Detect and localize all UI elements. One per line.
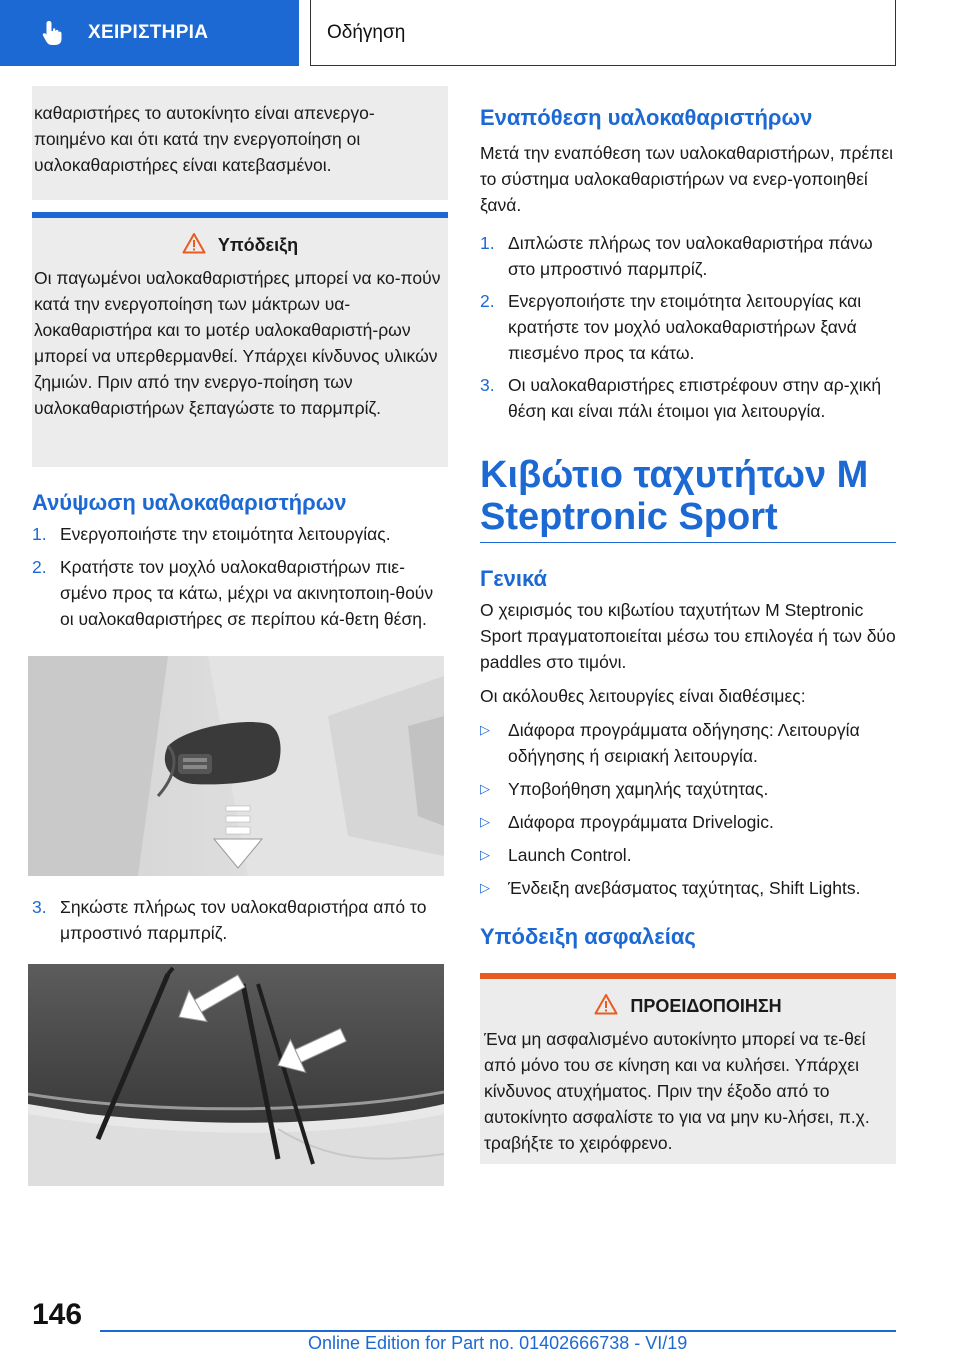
lower-steps	[480, 230, 896, 424]
notice-body: Οι παγωμένοι υαλοκαθαριστήρες μπορεί να κο-πούν κατά την ενεργοποίηση των μάκτρων υα-λοκαθαριστήρα και το μοτέρ υαλοκαθαριστή-ρων μπορεί να υπερθερμανθεί. Υπάρχει κίνδυνος υλικών ζημιών. Πριν από την ενεργο-ποίηση των υαλοκαθαριστήρων ξεπαγώστε το παρμπρίζ.	[34, 268, 441, 418]
step-number: 1.	[480, 233, 495, 253]
bullet-arrow-icon: ▷	[480, 814, 490, 829]
subsection-title: Οδήγηση	[327, 21, 406, 43]
notice-header	[32, 232, 448, 259]
general-heading: Γενικά	[480, 566, 548, 591]
warning-triangle-icon	[594, 993, 618, 1020]
list-item	[480, 288, 896, 366]
list-item	[480, 809, 896, 835]
feature-text: Launch Control.	[508, 845, 632, 865]
list-item	[480, 372, 896, 424]
raise-heading: Ανύψωση υαλοκαθαριστήρων	[32, 490, 347, 515]
wiper-lever-illustration	[28, 656, 444, 876]
edition-link[interactable]: Online Edition for Part no. 01402666738 - VI/19	[308, 1333, 688, 1353]
subsection-bar	[310, 0, 896, 66]
step-text: Διπλώστε πλήρως τον υαλοκαθαριστήρα πάνω στο μπροστινό παρμπρίζ.	[508, 233, 873, 279]
page-header	[0, 0, 960, 66]
section-title: ΧΕΙΡΙΣΤΗΡΙΑ	[88, 22, 209, 43]
warning-title: ΠΡΟΕΙΔΟΠΟΙΗΣΗ	[630, 996, 782, 1016]
general-paragraph-2: Οι ακόλουθες λειτουργίες είναι διαθέσιμες:	[480, 686, 806, 706]
step-number: 2.	[480, 291, 495, 311]
warning-box	[480, 973, 896, 1164]
list-item	[480, 230, 896, 282]
page-number: 146	[32, 1298, 83, 1331]
intro-text: καθαριστήρες το αυτοκίνητο είναι απενεργο-ποιημένο και ότι κατά την ενεργοποίηση οι υαλοκαθαριστήρες είναι κατεβασμένοι.	[34, 103, 375, 175]
right-column	[480, 86, 896, 1164]
raise-steps	[32, 521, 448, 632]
section-tab	[0, 0, 299, 66]
step-number: 2.	[32, 557, 47, 577]
hand-pointer-icon	[40, 19, 68, 47]
step-text: Οι υαλοκαθαριστήρες επιστρέφουν στην αρ-χική θέση και είναι πάλι έτοιμοι για λειτουργία.	[508, 375, 882, 421]
list-item	[32, 554, 448, 632]
warning-triangle-icon	[182, 232, 206, 259]
warning-header	[480, 993, 896, 1020]
step-text: Κρατήστε τον μοχλό υαλοκαθαριστήρων πιε-σμένο προς τα κάτω, μέχρι να ακινητοποιη-θούν οι υαλοκαθαριστήρες σε περίπου κά-θετη θέση.	[60, 557, 434, 629]
step-number: 1.	[32, 524, 47, 544]
chapter-heading: Κιβώτιο ταχυτήτων M Steptronic Sport	[480, 454, 869, 538]
bullet-arrow-icon: ▷	[480, 781, 490, 796]
step-text: Σηκώστε πλήρως τον υαλοκαθαριστήρα από το μπροστινό παρμπρίζ.	[60, 897, 427, 943]
list-item	[480, 717, 896, 769]
feature-text: Διάφορα προγράμματα οδήγησης: Λειτουργία οδήγησης ή σειριακή λειτουργία.	[508, 720, 860, 766]
bullet-arrow-icon: ▷	[480, 847, 490, 862]
bullet-arrow-icon: ▷	[480, 722, 490, 737]
list-item	[32, 894, 448, 946]
step-number: 3.	[32, 897, 47, 917]
lower-heading: Εναπόθεση υαλοκαθαριστήρων	[480, 105, 813, 130]
step-text: Ενεργοποιήστε την ετοιμότητα λειτουργίας.	[60, 524, 391, 544]
lower-intro: Μετά την εναπόθεση των υαλοκαθαριστήρων, πρέπει το σύστημα υαλοκαθαριστήρων να ενερ-γοποιηθεί ξανά.	[480, 143, 894, 215]
general-paragraph-1: Ο χειρισμός του κιβωτίου ταχυτήτων M Steptronic Sport πραγματοποιείται μέσω του επιλογέα ή των δύο paddles στο τιμόνι.	[480, 600, 896, 672]
footer-divider	[100, 1330, 896, 1332]
bullet-arrow-icon: ▷	[480, 880, 490, 895]
safety-heading: Υπόδειξη ασφαλείας	[480, 924, 696, 949]
features-list	[480, 717, 896, 901]
intro-box	[32, 86, 448, 200]
warning-body: Ένα μη ασφαλισμένο αυτοκίνητο μπορεί να τε-θεί από μόνο του σε κίνηση και να κυλήσει. Υπάρχει κίνδυνος ατυχήματος. Πριν την έξοδο από το αυτοκίνητο ασφαλίστε το για να μην κυ-λήσει, π.χ. τραβήξτε το χειρόφρενο.	[484, 1029, 870, 1153]
list-item	[480, 842, 896, 868]
chapter-heading-wrap	[480, 454, 896, 543]
notice-title: Υπόδειξη	[217, 235, 299, 255]
feature-text: Διάφορα προγράμματα Drivelogic.	[508, 812, 774, 832]
left-column	[32, 86, 448, 1186]
step-number: 3.	[480, 375, 495, 395]
list-item	[32, 521, 448, 547]
list-item	[480, 776, 896, 802]
raise-steps-continued	[32, 894, 448, 946]
windshield-wiper-illustration	[28, 964, 444, 1186]
notice-box	[32, 212, 448, 467]
step-text: Ενεργοποιήστε την ετοιμότητα λειτουργίας και κρατήστε τον μοχλό υαλοκαθαριστήρων ξανά πιεσμένο προς τα κάτω.	[508, 291, 862, 363]
feature-text: Υποβοήθηση χαμηλής ταχύτητας.	[508, 779, 769, 799]
feature-text: Ένδειξη ανεβάσματος ταχύτητας, Shift Lights.	[508, 878, 861, 898]
list-item	[480, 875, 896, 901]
